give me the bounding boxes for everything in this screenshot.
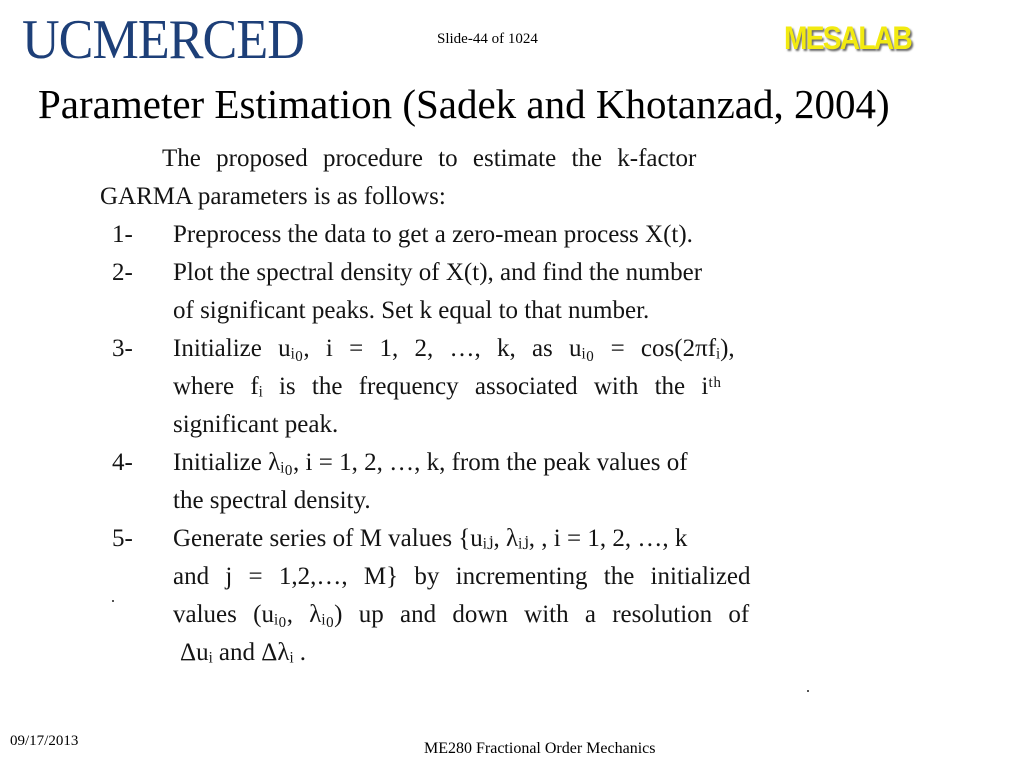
step-5-continuation bbox=[100, 596, 890, 634]
slide-title: Parameter Estimation (Sadek and Khotanzad, 2004) bbox=[38, 81, 890, 127]
step-3-continuation bbox=[100, 406, 890, 444]
step-2-continuation bbox=[100, 292, 890, 330]
scan-speck bbox=[112, 600, 114, 602]
step-4 bbox=[100, 444, 890, 482]
mesalab-logo: MESALAB bbox=[784, 20, 911, 56]
step-line: significant peak. bbox=[173, 411, 339, 438]
step-2 bbox=[100, 254, 890, 292]
slide-number: Slide-44 of 1024 bbox=[437, 31, 538, 47]
step-5-continuation bbox=[100, 558, 890, 596]
step-line: Initialize λᵢ₀, i = 1, 2, …, k, from the peak values of bbox=[173, 449, 688, 476]
step-line: the spectral density. bbox=[173, 487, 371, 514]
intro-line: GARMA parameters is as follows: bbox=[100, 183, 446, 210]
step-1 bbox=[100, 216, 890, 254]
ucmerced-logo: UCMERCED bbox=[22, 9, 304, 71]
scanned-text-image bbox=[100, 140, 890, 672]
step-3-continuation bbox=[100, 368, 890, 406]
step-number: 5- bbox=[112, 525, 133, 552]
step-line: of significant peaks. Set k equal to that number. bbox=[173, 297, 650, 324]
scan-speck bbox=[807, 690, 809, 692]
step-line: Δuᵢ and Δλᵢ . bbox=[180, 639, 307, 666]
step-line: Plot the spectral density of X(t), and find the number bbox=[173, 259, 703, 286]
intro-line: The proposed procedure to estimate the k-factor bbox=[162, 145, 697, 172]
step-number: 3- bbox=[112, 335, 133, 362]
footer-course: ME280 Fractional Order Mechanics bbox=[424, 740, 656, 757]
step-line: and j = 1,2,…, M} by incrementing the initialized bbox=[173, 563, 751, 590]
step-3 bbox=[100, 330, 890, 368]
step-line: Generate series of M values {uᵢⱼ, λᵢⱼ, , i = 1, 2, …, k bbox=[173, 525, 688, 552]
step-5 bbox=[100, 520, 890, 558]
step-line: values (uᵢ₀, λᵢ₀) up and down with a resolution of bbox=[173, 601, 750, 628]
step-5-continuation bbox=[100, 634, 890, 672]
step-line: Initialize uᵢ₀, i = 1, 2, …, k, as uᵢ₀ = cos(2πfᵢ), bbox=[173, 335, 735, 362]
footer-date: 09/17/2013 bbox=[10, 733, 79, 749]
step-line: where fᵢ is the frequency associated with the iᵗʰ bbox=[173, 373, 722, 400]
step-number: 4- bbox=[112, 449, 133, 476]
step-number: 1- bbox=[112, 221, 133, 248]
step-number: 2- bbox=[112, 259, 133, 286]
step-4-continuation bbox=[100, 482, 890, 520]
step-line: Preprocess the data to get a zero-mean process X(t). bbox=[173, 221, 693, 248]
